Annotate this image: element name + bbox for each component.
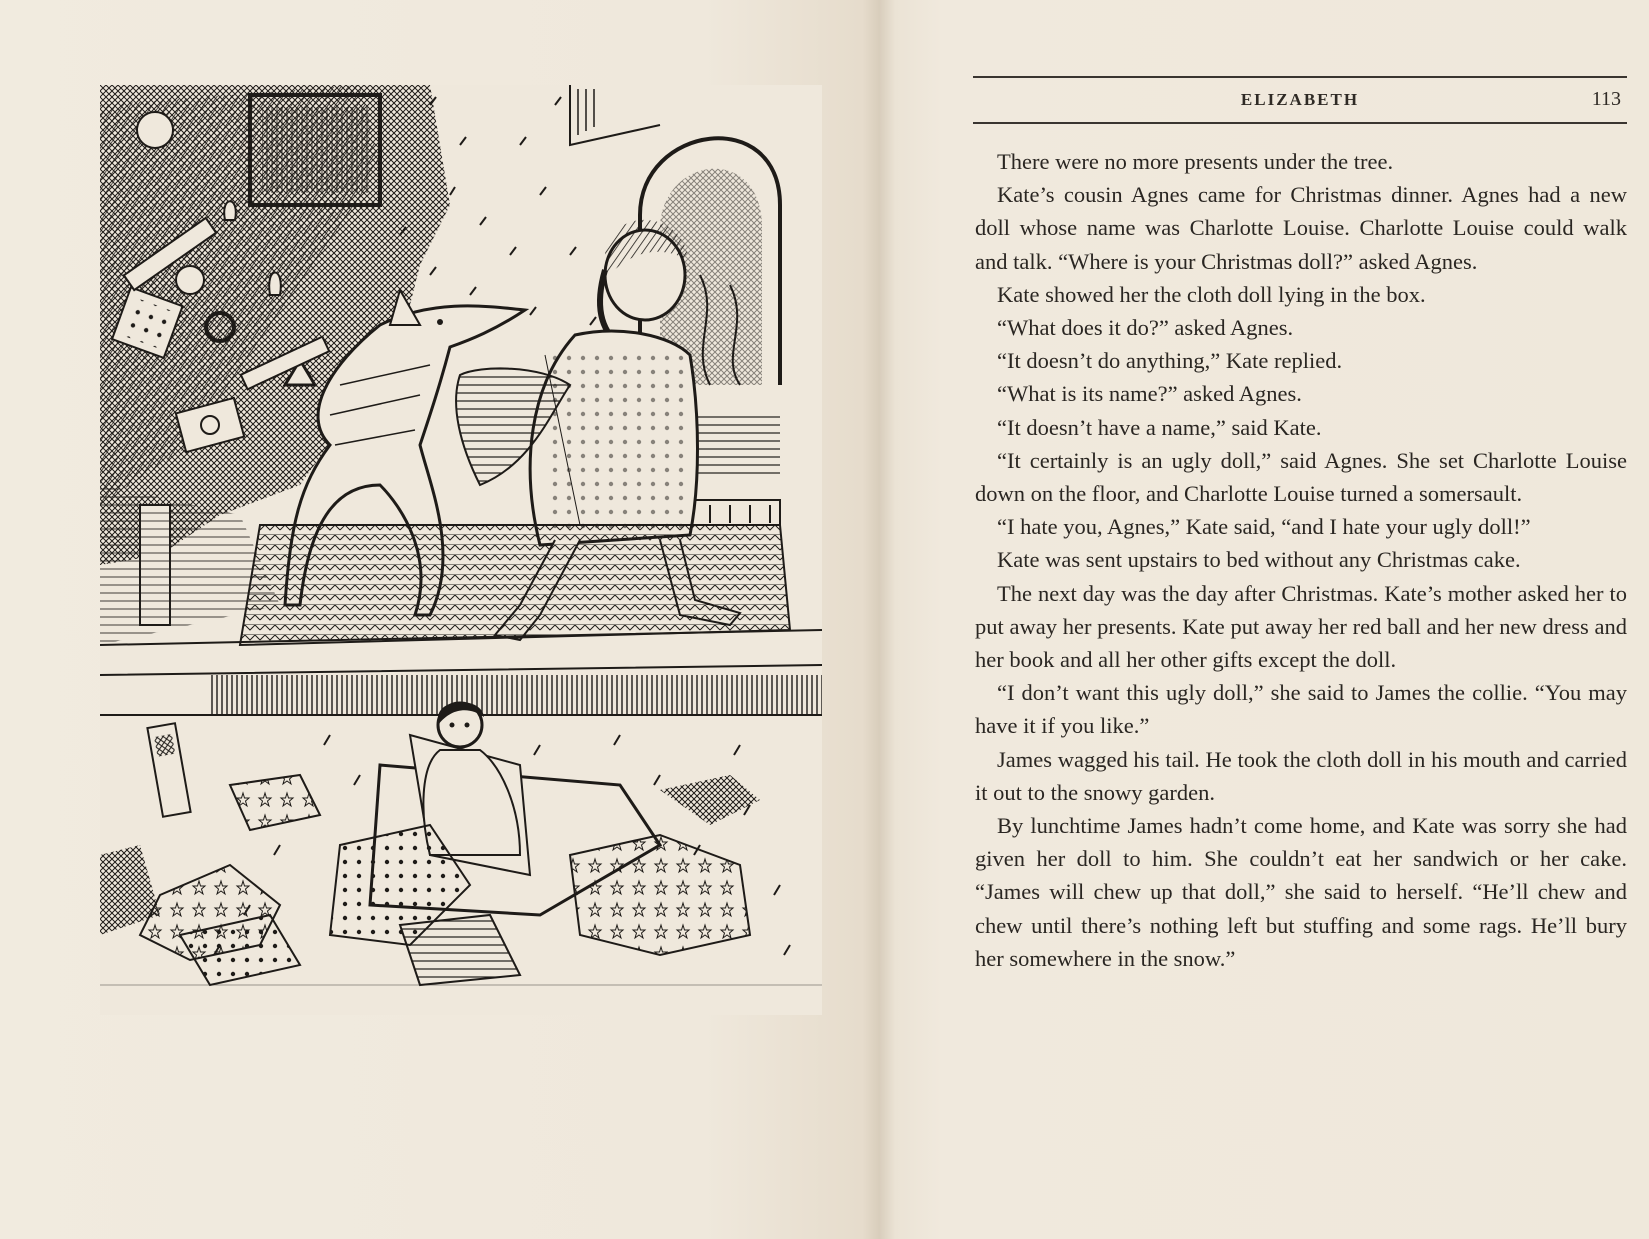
paragraph: “It doesn’t have a name,” said Kate. — [997, 414, 1322, 440]
page-number: 113 — [1591, 88, 1621, 110]
paragraph: “I hate you, Agnes,” Kate said, “and I hate your ugly doll!” — [997, 514, 1531, 540]
paragraph: “What does it do?” asked Agnes. — [997, 315, 1294, 341]
paragraph: The next day was the day after Christmas. Kate’s mother asked her to put away her presents. Kate put away her red ball and her new dress and her book and all her other gifts except the doll. — [975, 580, 1627, 673]
paragraph: “What is its name?” asked Agnes. — [997, 381, 1302, 407]
chapter-title: ELIZABETH — [1240, 90, 1360, 109]
paragraph: Kate was sent upstairs to bed without any Christmas cake. — [997, 547, 1521, 573]
paragraph: “I don’t want this ugly doll,” she said to James the collie. “You may have it if you like.” — [975, 680, 1627, 739]
illustration — [100, 85, 822, 1015]
paragraph: “It certainly is an ugly doll,” said Agnes. She set Charlotte Louise down on the floor, and Charlotte Louise turned a somersault. — [975, 447, 1627, 507]
paragraph: James wagged his tail. He took the cloth doll in his mouth and carried it out to the snowy garden. — [975, 746, 1627, 805]
paragraph: Kate’s cousin Agnes came for Christmas dinner. Agnes had a new doll whose name was Charlotte Louise. Charlotte Louise could walk and talk. “Where is your Christmas doll?” asked Agnes. — [975, 182, 1627, 274]
ink-illustration-icon — [100, 85, 822, 1015]
running-head — [973, 76, 1627, 124]
paragraph: By lunchtime James hadn’t come home, and Kate was sorry she had given her doll to him. She couldn’t eat her sandwich or her cake. “James will chew up that doll,” she said to herself. “He’ll chew and chew until there’s nothing left but stuffing and some rags. He’ll bury her somewhere in the snow.” — [975, 813, 1627, 971]
paragraph: There were no more presents under the tree. — [997, 149, 1394, 174]
paragraph: Kate showed her the cloth doll lying in the box. — [997, 281, 1426, 307]
body-text — [975, 145, 1627, 975]
paragraph: “It doesn’t do anything,” Kate replied. — [997, 348, 1343, 374]
